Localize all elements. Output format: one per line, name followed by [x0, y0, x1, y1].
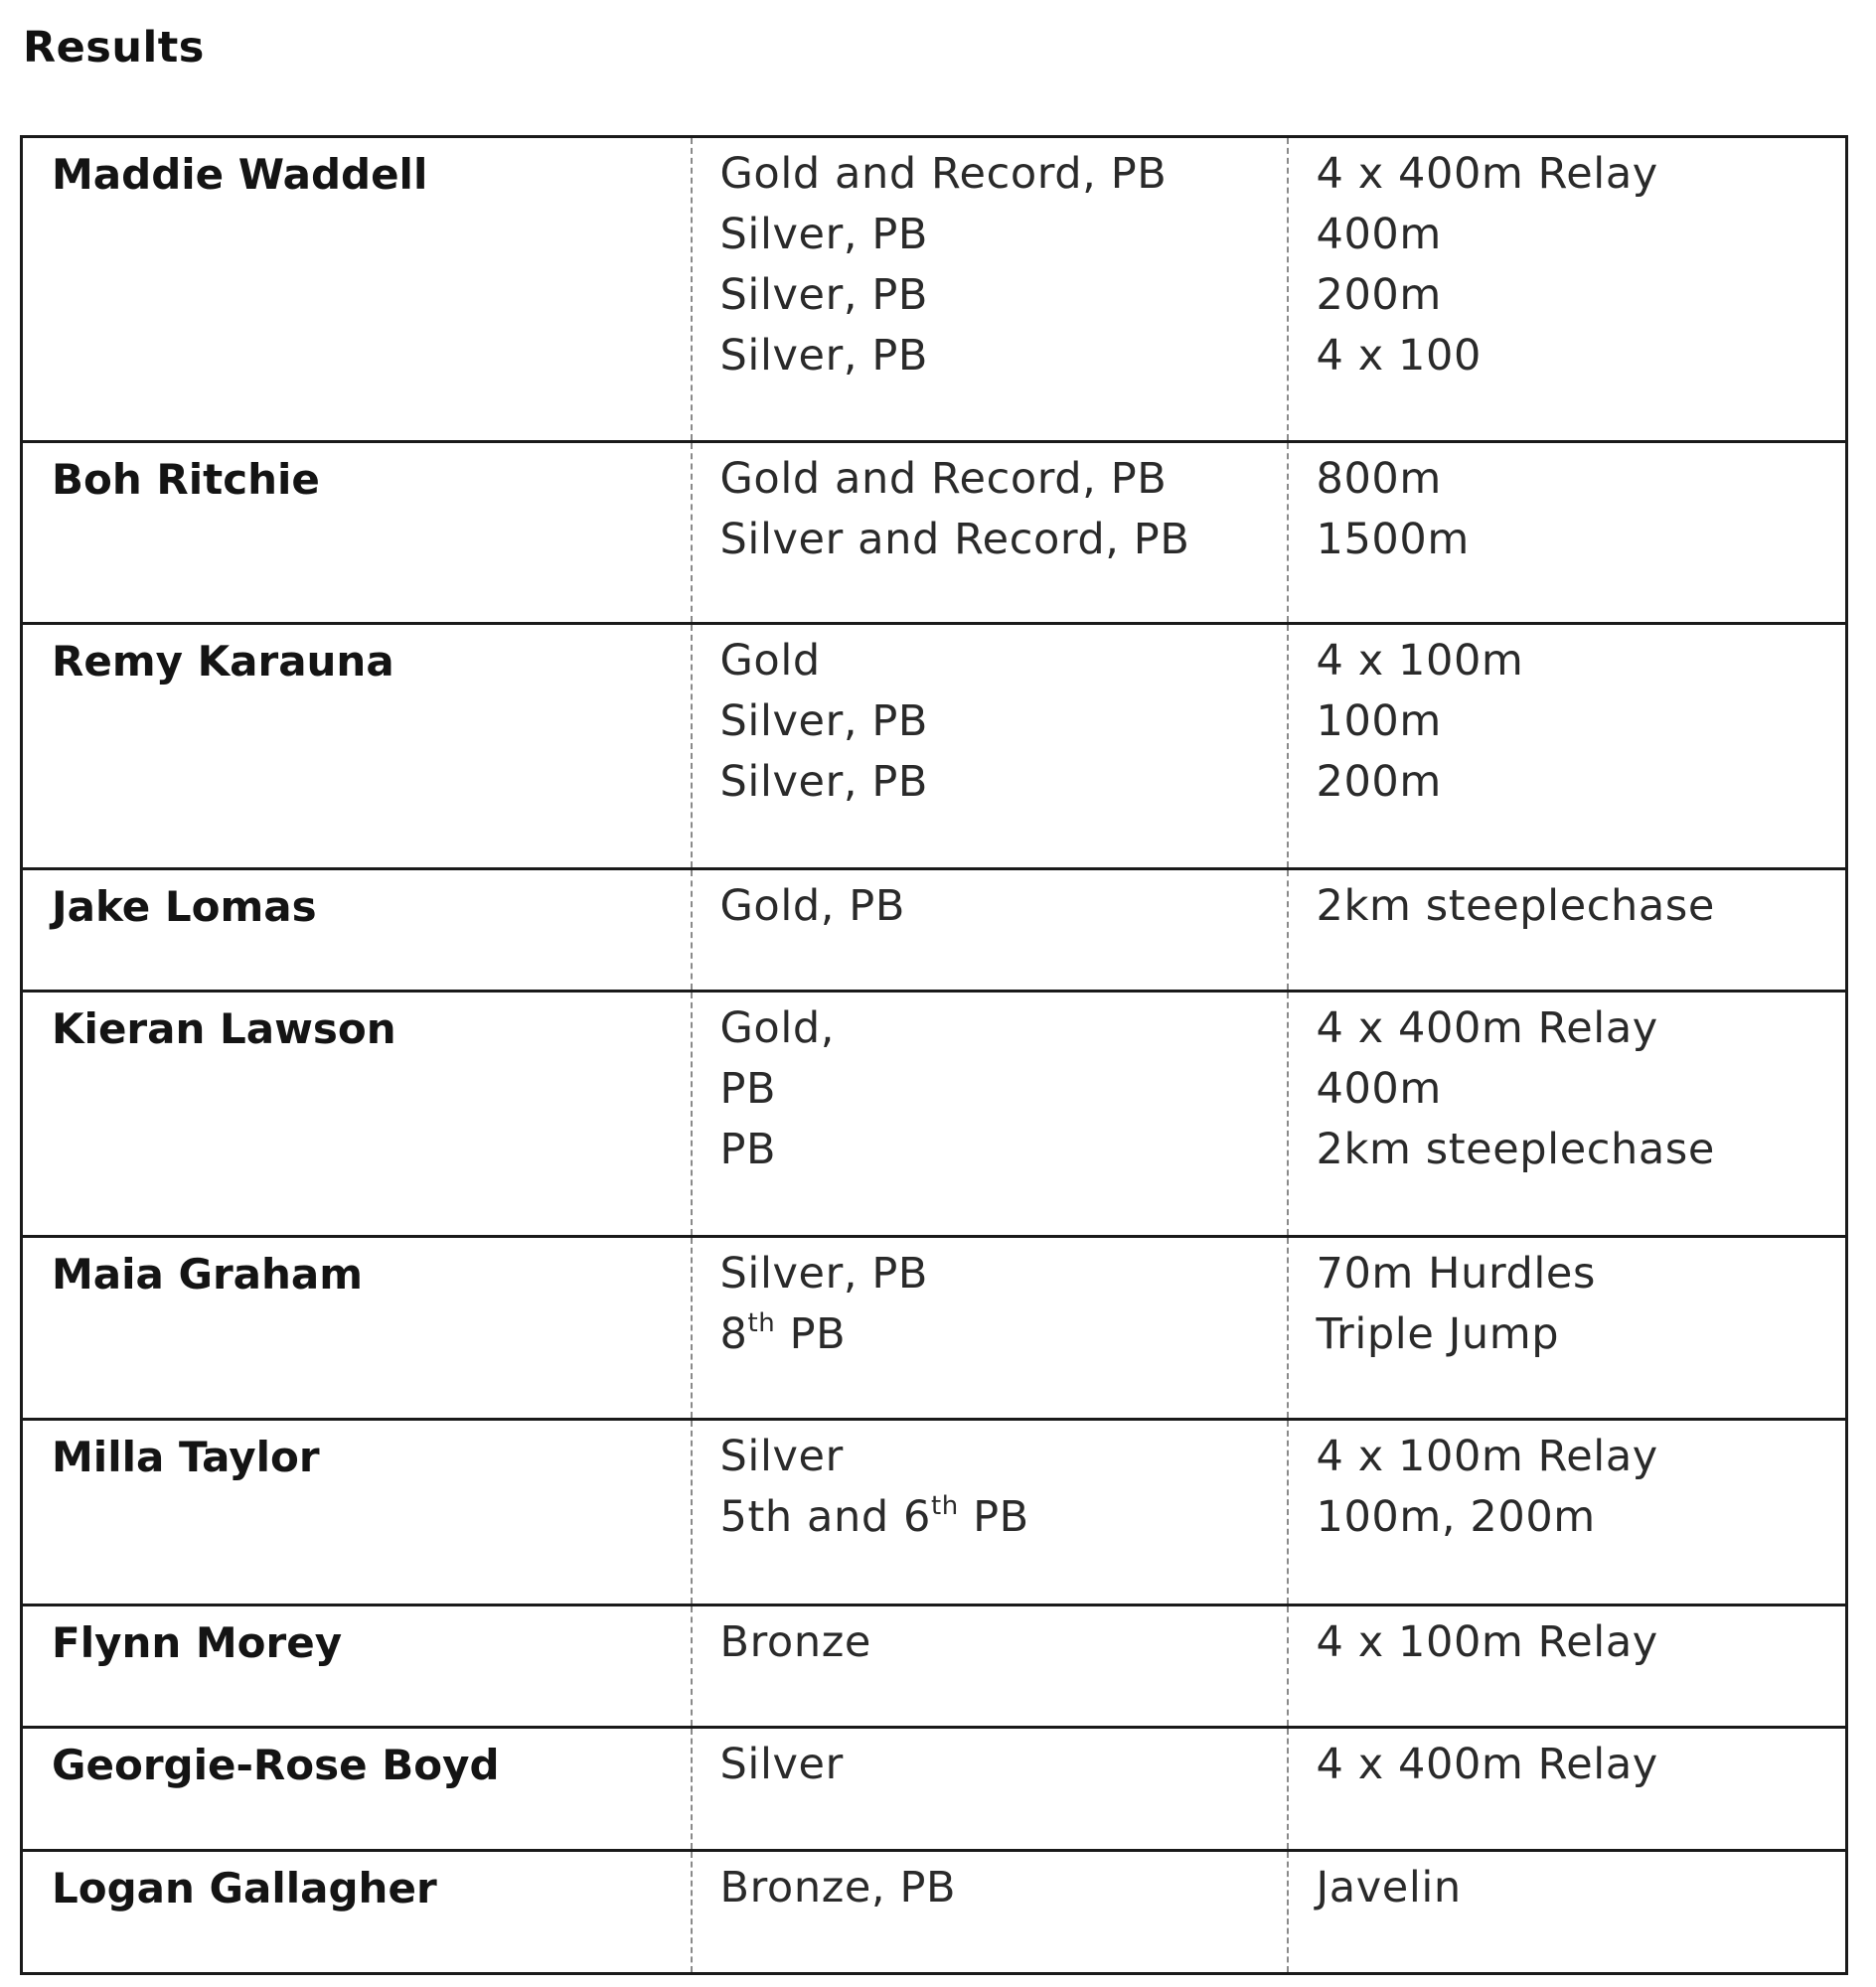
athlete-cell: [22, 137, 692, 442]
event-line: 4 x 100m: [1316, 636, 1524, 686]
event-line: 2km steeplechase: [1316, 881, 1715, 931]
table-row: [22, 1728, 1847, 1851]
event-cell: [1288, 992, 1847, 1237]
table-row: [22, 869, 1847, 992]
result-cell: [692, 992, 1288, 1237]
result-line: Silver, PB: [719, 1249, 929, 1299]
table-row: [22, 624, 1847, 869]
event-line: 70m Hurdles: [1316, 1249, 1596, 1299]
athlete-cell: [22, 1237, 692, 1420]
result-line: Bronze, PB: [719, 1863, 957, 1912]
result-line: Silver: [719, 1740, 844, 1789]
athlete-cell: [22, 442, 692, 624]
result-line: Bronze: [719, 1617, 871, 1667]
event-cell: [1288, 1851, 1847, 1974]
athlete-name: Boh Ritchie: [52, 455, 320, 504]
result-cell: [692, 442, 1288, 624]
results-table-body: [22, 137, 1847, 1974]
result-line: PB: [719, 1064, 777, 1114]
athlete-name: Maddie Waddell: [52, 150, 428, 199]
result-line: [720, 1304, 1287, 1365]
athlete-cell: [22, 869, 692, 992]
athlete-name: Flynn Morey: [52, 1618, 343, 1667]
table-row: [22, 1605, 1847, 1728]
results-table: [20, 135, 1848, 1975]
event-line: 400m: [1316, 210, 1442, 259]
event-cell: [1288, 1237, 1847, 1420]
table-row: [22, 137, 1847, 442]
athlete-cell: [22, 992, 692, 1237]
event-cell: [1288, 869, 1847, 992]
ordinal-suffix: th: [747, 1307, 776, 1338]
result-cell: [692, 624, 1288, 869]
result-cell: [692, 1605, 1288, 1728]
result-line: Silver and Record, PB: [719, 515, 1190, 564]
event-line: 4 x 100m Relay: [1316, 1617, 1658, 1667]
athlete-name: Maia Graham: [52, 1250, 364, 1299]
event-line: 800m: [1316, 454, 1442, 504]
event-line: 4 x 100m Relay: [1316, 1432, 1658, 1481]
result-line: Silver, PB: [719, 210, 929, 259]
event-line: Triple Jump: [1316, 1309, 1560, 1359]
athlete-cell: [22, 1605, 692, 1728]
result-line: Gold: [719, 636, 821, 686]
result-line: Silver, PB: [719, 696, 929, 746]
event-line: 4 x 400m Relay: [1316, 149, 1658, 199]
result-text: 5th and 6: [719, 1492, 931, 1542]
event-line: 4 x 400m Relay: [1316, 1003, 1658, 1053]
athlete-name: Logan Gallagher: [52, 1864, 437, 1912]
athlete-name: Jake Lomas: [52, 882, 317, 931]
athlete-cell: [22, 1420, 692, 1605]
page-title: Results: [23, 23, 205, 73]
ordinal-suffix: th: [930, 1490, 959, 1521]
result-cell: [692, 1851, 1288, 1974]
result-text: 8: [719, 1309, 748, 1359]
result-cell: [692, 1728, 1288, 1851]
event-line: 1500m: [1316, 515, 1470, 564]
result-cell: [692, 1237, 1288, 1420]
event-line: 100m: [1316, 696, 1442, 746]
event-line: 2km steeplechase: [1316, 1125, 1715, 1174]
table-row: [22, 992, 1847, 1237]
result-line: Gold, PB: [719, 881, 905, 931]
event-line: 4 x 100: [1316, 331, 1482, 381]
result-line: [720, 1487, 1287, 1548]
athlete-name: Remy Karauna: [52, 637, 394, 686]
event-line: 4 x 400m Relay: [1316, 1740, 1658, 1789]
result-line: Gold,: [719, 1003, 836, 1053]
event-cell: [1288, 137, 1847, 442]
result-line: Gold and Record, PB: [719, 454, 1168, 504]
event-line: 100m, 200m: [1316, 1492, 1596, 1542]
athlete-cell: [22, 1728, 692, 1851]
result-line: Gold and Record, PB: [719, 149, 1168, 199]
athlete-cell: [22, 1851, 692, 1974]
event-line: 200m: [1316, 270, 1442, 320]
table-row: [22, 1420, 1847, 1605]
event-cell: [1288, 1605, 1847, 1728]
result-line: Silver: [719, 1432, 844, 1481]
event-line: 400m: [1316, 1064, 1442, 1114]
result-line: Silver, PB: [719, 757, 929, 807]
result-cell: [692, 137, 1288, 442]
event-line: Javelin: [1316, 1863, 1462, 1912]
athlete-name: Georgie-Rose Boyd: [52, 1741, 500, 1789]
event-cell: [1288, 1728, 1847, 1851]
table-row: [22, 442, 1847, 624]
result-line: PB: [719, 1125, 777, 1174]
table-row: [22, 1851, 1847, 1974]
result-text: PB: [775, 1309, 847, 1359]
result-line: Silver, PB: [719, 270, 929, 320]
athlete-cell: [22, 624, 692, 869]
result-cell: [692, 1420, 1288, 1605]
result-text: PB: [958, 1492, 1029, 1542]
athlete-name: Kieran Lawson: [52, 1004, 396, 1053]
athlete-name: Milla Taylor: [52, 1433, 320, 1481]
event-cell: [1288, 442, 1847, 624]
table-row: [22, 1237, 1847, 1420]
event-cell: [1288, 1420, 1847, 1605]
event-cell: [1288, 624, 1847, 869]
result-line: Silver, PB: [719, 331, 929, 381]
event-line: 200m: [1316, 757, 1442, 807]
result-cell: [692, 869, 1288, 992]
